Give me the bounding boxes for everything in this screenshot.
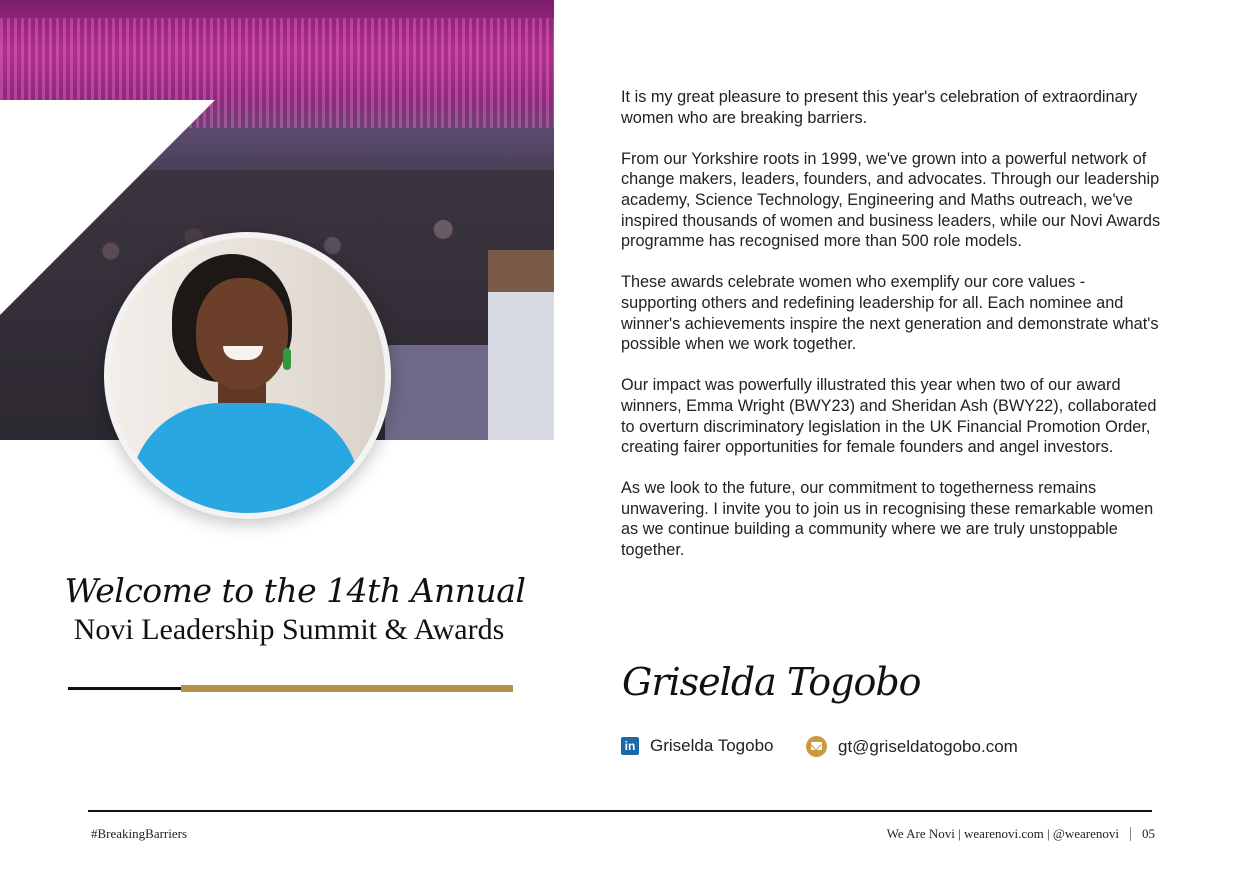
mail-icon [806,736,827,757]
divider-black [68,687,181,690]
portrait-photo [110,238,385,513]
letter-body [621,87,1161,581]
footer-rule [88,810,1152,812]
linkedin-contact[interactable] [621,736,774,756]
linkedin-icon: in [621,737,639,755]
welcome-heading-title: Novi Leadership Summit & Awards [73,613,505,646]
footer-hashtag: #BreakingBarriers [91,826,188,841]
welcome-heading-script: Welcome to the 14th Annual [64,571,526,610]
footer-info [887,826,1155,842]
footer-separator [1130,827,1131,841]
letter-paragraph: From our Yorkshire roots in 1999, we've grown into a powerful network of change makers, leaders, founders, and advocates. Through our leadership academy, Science Technology, Engineering and Maths outreach, we've inspired thousands of women and business leaders, while our Novi Awards programme has recognised more than 500 role models. [621,149,1161,251]
chair [385,345,495,440]
letter-paragraph: As we look to the future, our commitment to togetherness remains unwavering. I invite you to join us in recognising these remarkable women as we continue building a community where we are truly unstoppable together. [621,479,1154,560]
audience-member [488,250,554,440]
footer-links: We Are Novi | wearenovi.com | @wearenovi [886,826,1119,841]
linkedin-label: Griselda Togobo [650,736,774,755]
email-contact[interactable] [806,736,1018,757]
divider-gold [181,685,513,692]
letter-paragraph: Our impact was powerfully illustrated this year when two of our award winners, Emma Wright (BWY23) and Sheridan Ash (BWY22), collaborated to overturn discriminatory legislation in the UK Financial Promotion Order, creating fairer opportunities for female founders and angel investors. [621,376,1157,457]
letter-paragraph: These awards celebrate women who exemplify our core values - supporting others and redefining leadership for all. Each nominee and winner's achievements inspire the next generation and demonstrate what's possible when we work together. [621,273,1159,354]
signature: Griselda Togobo [622,660,921,704]
email-address: gt@griseldatogobo.com [838,736,1018,756]
letter-paragraph: It is my great pleasure to present this year's celebration of extraordinary women who are breaking barriers. [621,88,1138,127]
page-number: 05 [1142,826,1155,841]
